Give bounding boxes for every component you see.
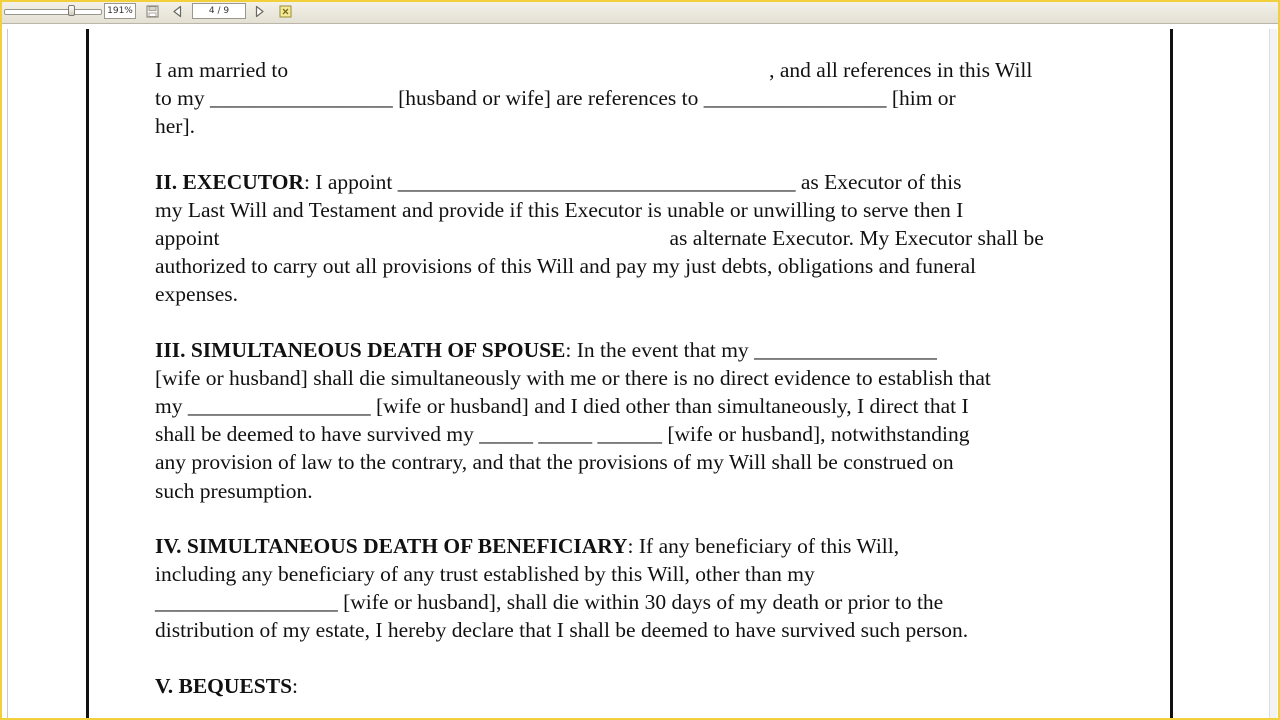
- document-page-content: [155, 56, 1115, 720]
- doc-line: distribution of my estate, I hereby declare that I shall be deemed to have survived such person.: [155, 618, 969, 643]
- doc-text: [wife or husband], shall die within 30 days of my death or prior to the: [343, 590, 944, 615]
- doc-text: , and all references in this Will: [769, 58, 1033, 82]
- doc-line: [wife or husband] shall die simultaneously with me or there is no direct evidence to establish that: [155, 365, 991, 390]
- doc-text: [husband or wife] are references to: [398, 86, 699, 111]
- doc-text: [wife or husband] and I died other than simultaneously, I direct that I: [375, 394, 969, 419]
- section-heading: III. SIMULTANEOUS DEATH OF SPOUSE: [155, 337, 566, 362]
- page-edge-left: [7, 29, 8, 719]
- fill-in-blank: _____ _____ ______: [479, 422, 662, 447]
- doc-line: [155, 84, 1115, 112]
- doc-line: [155, 56, 1115, 84]
- executor-section: [155, 168, 1115, 309]
- previous-page-icon: [171, 5, 184, 18]
- doc-line: including any beneficiary of any trust established by this Will, other than my: [155, 562, 815, 587]
- save-icon: [146, 5, 159, 18]
- fill-in-blank: _________________: [703, 86, 887, 111]
- doc-line: her].: [155, 114, 195, 139]
- doc-line: [155, 420, 1115, 448]
- close-button[interactable]: [276, 3, 294, 20]
- fill-in-blank: _________________: [754, 337, 937, 362]
- previous-page-button[interactable]: [168, 3, 186, 20]
- doc-line: [155, 588, 1115, 616]
- simultaneous-death-beneficiary-section: [155, 532, 1115, 645]
- page-number-field[interactable]: 4 / 9: [192, 3, 246, 19]
- doc-line: expenses.: [155, 282, 238, 307]
- doc-text: : In the event that my: [565, 337, 749, 362]
- doc-text: as Executor of this: [800, 169, 962, 194]
- doc-text: [him or: [891, 86, 956, 111]
- doc-text: to my: [155, 86, 205, 111]
- doc-text: I am married to: [155, 58, 289, 82]
- window-frame-left: [0, 0, 2, 720]
- doc-text: my: [155, 394, 183, 419]
- doc-text: : I appoint: [303, 169, 393, 194]
- doc-line: such presumption.: [155, 478, 313, 503]
- doc-line: [155, 672, 1115, 700]
- doc-line: [155, 336, 1115, 364]
- doc-text: [wife or husband], notwithstanding: [667, 422, 970, 447]
- doc-line: my Last Will and Testament and provide if this Executor is unable or unwilling to serve then I: [155, 197, 964, 222]
- page-border-left: [86, 29, 89, 719]
- simultaneous-death-spouse-section: [155, 336, 1115, 505]
- section-heading: II. EXECUTOR: [155, 169, 304, 194]
- section-heading: V. BEQUESTS: [155, 673, 293, 698]
- doc-line: [155, 392, 1115, 420]
- bequests-section: [155, 672, 1115, 700]
- next-page-button[interactable]: [250, 3, 268, 20]
- doc-text: appoint: [155, 226, 220, 251]
- doc-line: [155, 168, 1115, 196]
- save-button[interactable]: [143, 3, 161, 20]
- fill-in-blank: _________________: [187, 394, 371, 419]
- viewer-toolbar: [0, 0, 1280, 24]
- doc-line: any provision of law to the contrary, and that the provisions of my Will shall be construed on: [155, 450, 954, 475]
- doc-line: authorized to carry out all provisions of this Will and pay my just debts, obligations and funeral: [155, 254, 976, 279]
- fill-in-blank: _________________: [155, 590, 338, 615]
- doc-text: as alternate Executor. My Executor shall be: [669, 226, 1044, 251]
- zoom-value-field[interactable]: 191%: [104, 3, 136, 19]
- doc-text: :: [292, 673, 299, 698]
- doc-text: : If any beneficiary of this Will,: [627, 533, 900, 558]
- zoom-slider[interactable]: [4, 9, 102, 15]
- doc-text: shall be deemed to have survived my: [155, 422, 474, 447]
- vertical-scrollbar[interactable]: [1269, 29, 1277, 719]
- window-frame-top: [0, 0, 1280, 2]
- doc-line: [155, 532, 1115, 560]
- fill-in-blank: _____________________________________: [397, 169, 796, 194]
- section-heading: IV. SIMULTANEOUS DEATH OF BENEFICIARY: [155, 533, 628, 558]
- close-icon: [279, 5, 292, 18]
- next-page-icon: [253, 5, 266, 18]
- zoom-slider-thumb[interactable]: [68, 5, 75, 16]
- doc-line: [155, 224, 1115, 252]
- marriage-paragraph: [155, 56, 1115, 141]
- page-border-right: [1170, 29, 1173, 719]
- fill-in-blank: _________________: [209, 86, 393, 111]
